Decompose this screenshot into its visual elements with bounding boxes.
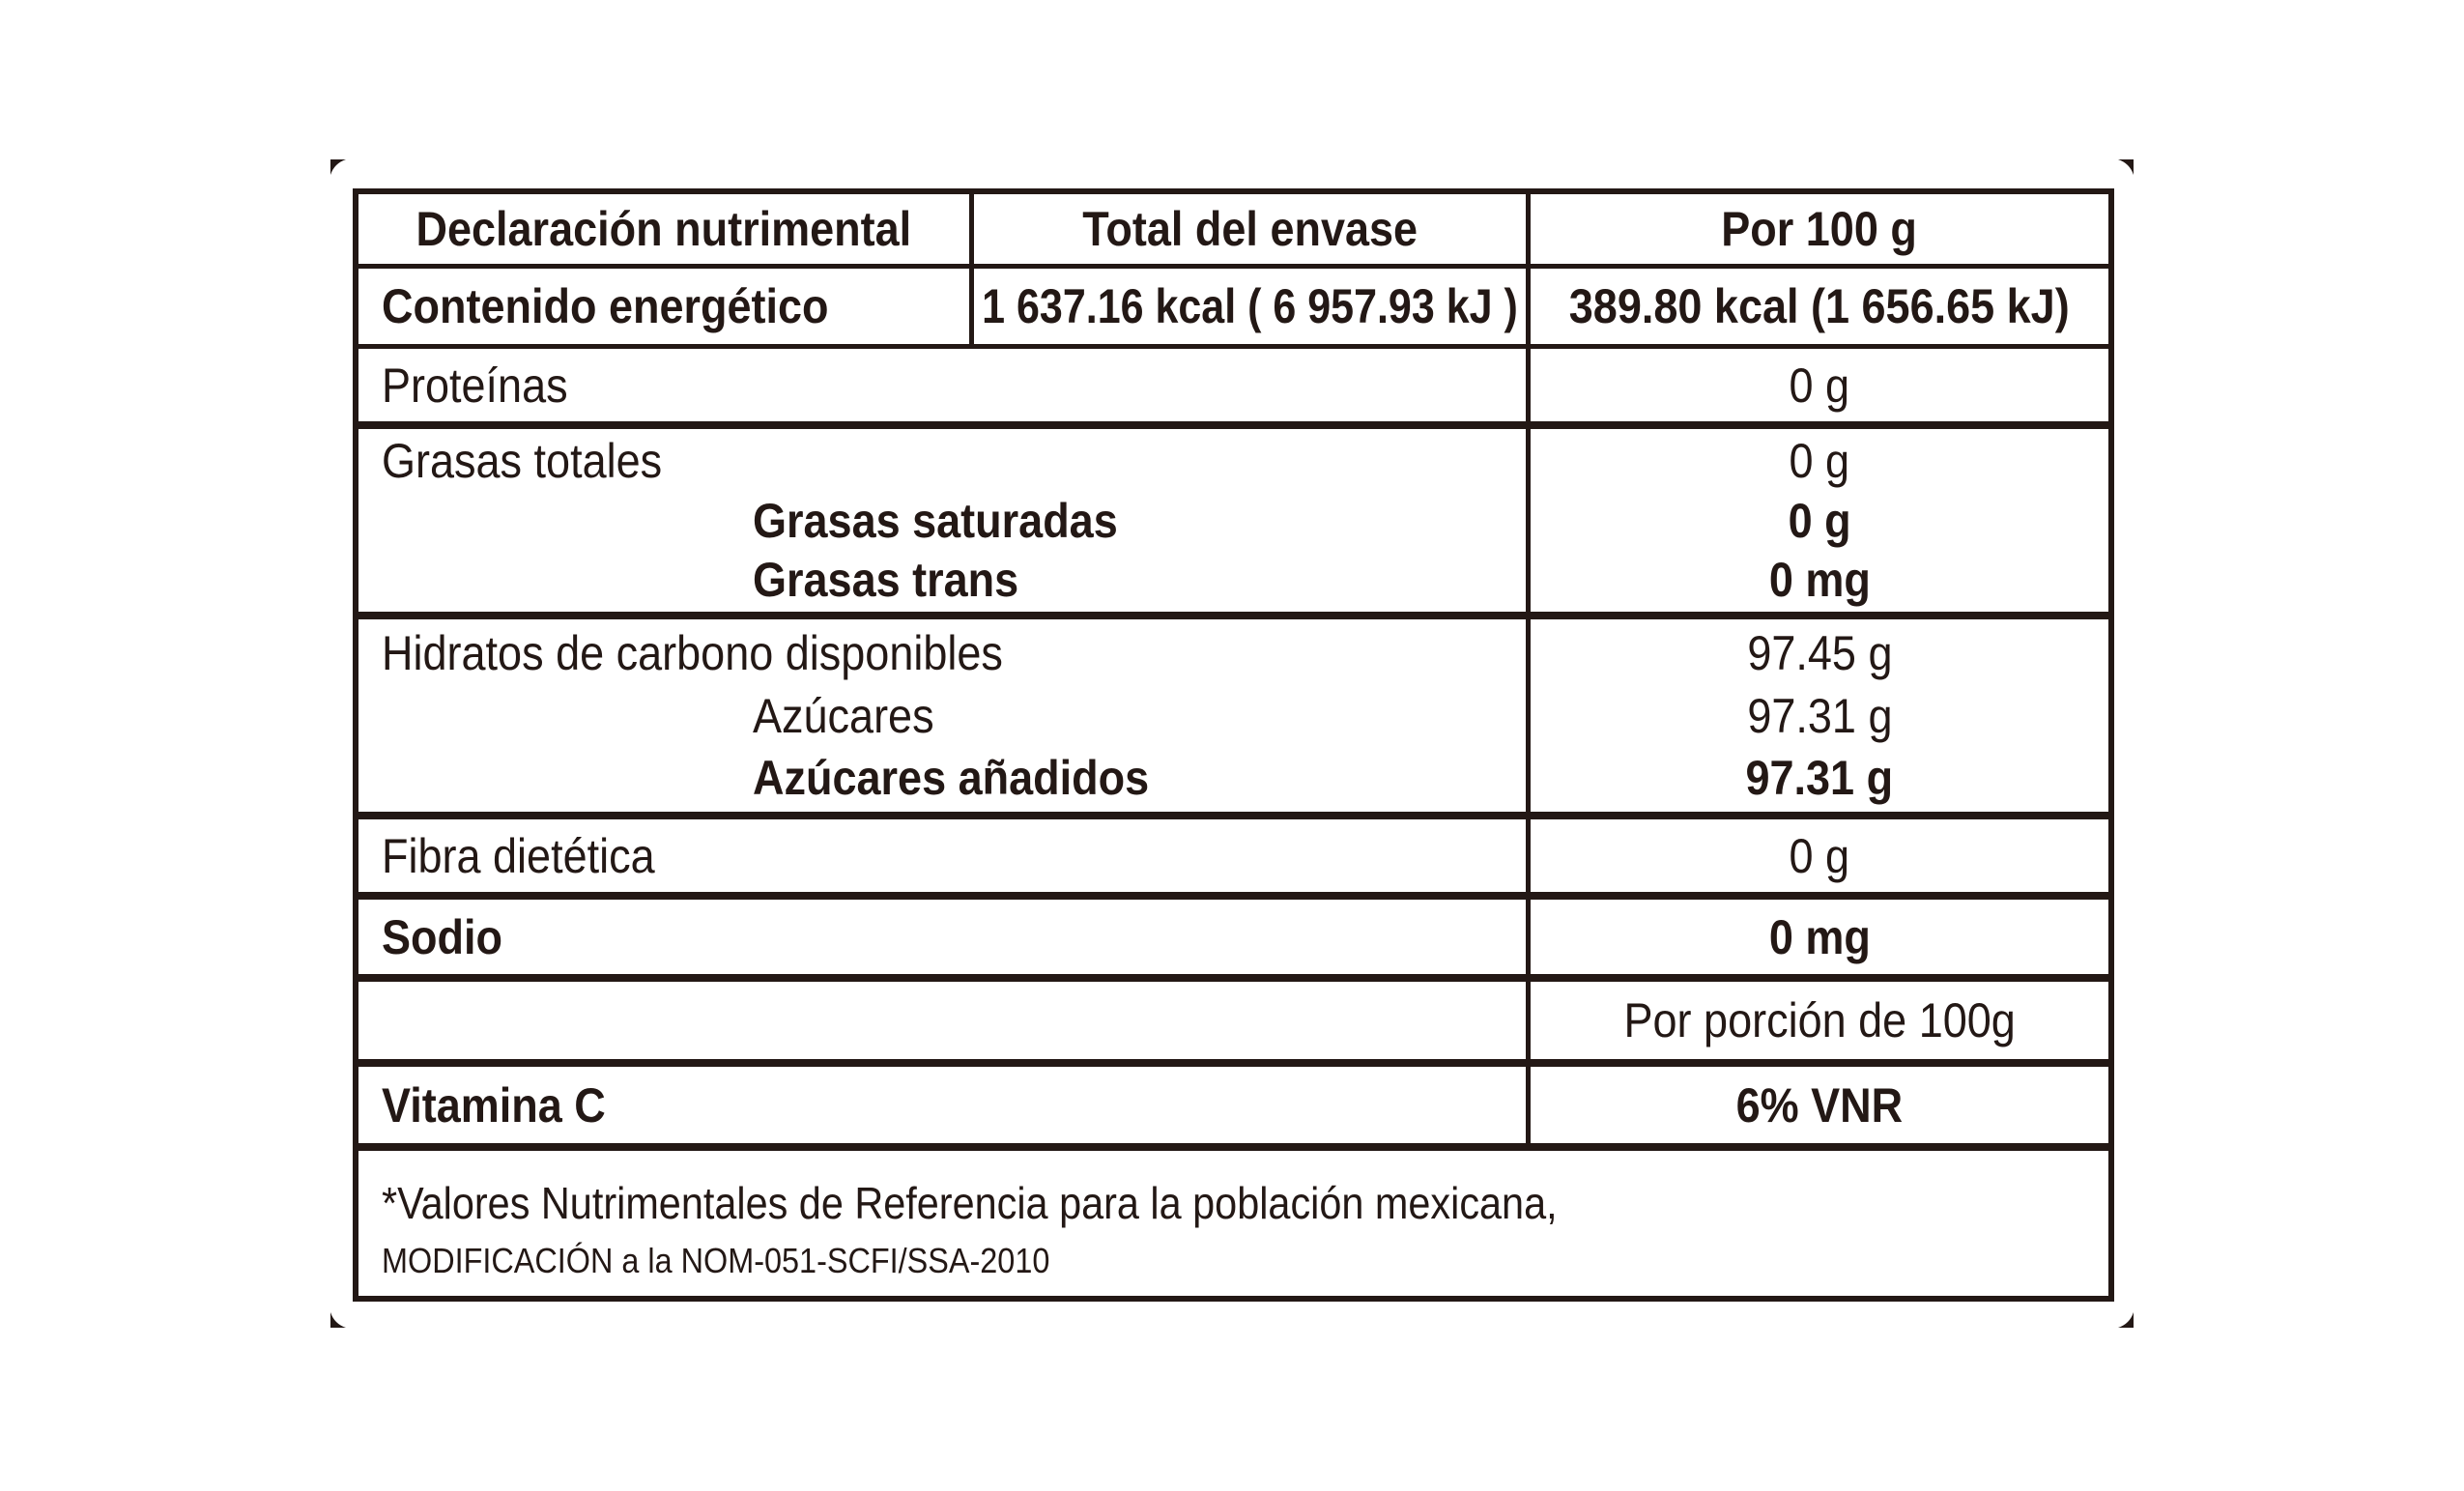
row-grasas	[358, 429, 2108, 619]
proteinas-value: 0 g	[1789, 358, 1850, 413]
proteinas-label-cell	[358, 349, 1531, 421]
footnote-line-1: *Valores Nutrimentales de Referencia para la población mexicana,	[382, 1178, 1558, 1228]
grasas-saturadas-label-line: Grasas saturadas	[753, 493, 1118, 548]
azucares-anadidos-label-line: Azúcares añadidos	[753, 750, 1150, 805]
grasas-saturadas-value: 0 g	[1788, 493, 1851, 548]
row-sodio	[358, 900, 2108, 982]
header-declaracion-nutrimental	[358, 194, 974, 264]
azucares-value: 97.31 g	[1746, 688, 1893, 743]
contenido-energetico-label: Contenido energético	[382, 279, 829, 333]
fibra-label-cell	[358, 819, 1531, 892]
contenido-energetico-per100-value: 389.80 kcal (1 656.65 kJ)	[1569, 279, 2070, 333]
sodio-value-cell	[1531, 900, 2108, 974]
sodio-value: 0 mg	[1768, 909, 1871, 964]
crop-mark-bottom-left	[330, 1312, 346, 1328]
row-vitamina-c	[358, 1067, 2108, 1151]
header-por-100g-text: Por 100 g	[1721, 202, 1918, 256]
header-total-text: Total del envase	[1082, 202, 1418, 256]
hidratos-label-line: Hidratos de carbono disponibles	[382, 626, 1003, 681]
vitamina-c-value-cell	[1531, 1067, 2108, 1143]
footnote-line-2: MODIFICACIÓN a la NOM-051-SCFI/SSA-2010	[382, 1241, 1050, 1280]
row-por-porcion	[358, 982, 2108, 1067]
contenido-energetico-total-cell	[974, 269, 1531, 344]
footnote-cell	[358, 1151, 2108, 1296]
grasas-labels-cell	[358, 429, 1531, 612]
header-por-100g	[1531, 194, 2108, 264]
crop-mark-top-right	[2118, 159, 2134, 175]
fibra-value: 0 g	[1789, 828, 1850, 883]
header-declaracion-text: Declaración nutrimental	[415, 202, 912, 256]
por-porcion-value-cell	[1531, 982, 2108, 1059]
proteinas-value-cell	[1531, 349, 2108, 421]
por-porcion-value: Por porción de 100g	[1623, 993, 2016, 1047]
header-total-del-envase	[974, 194, 1531, 264]
fibra-label: Fibra dietética	[382, 828, 655, 883]
hidratos-values-cell	[1531, 619, 2108, 812]
crop-mark-bottom-right	[2118, 1312, 2134, 1328]
nutrition-facts-table	[353, 188, 2114, 1302]
sodio-label-cell	[358, 900, 1531, 974]
azucares-anadidos-value: 97.31 g	[1745, 750, 1894, 805]
contenido-energetico-label-cell	[358, 269, 974, 344]
crop-mark-top-left	[330, 159, 346, 175]
row-contenido-energetico	[358, 269, 2108, 349]
por-porcion-empty-cell	[358, 982, 1531, 1059]
contenido-energetico-per100-cell	[1531, 269, 2108, 344]
sodio-label: Sodio	[382, 909, 502, 964]
grasas-trans-value: 0 mg	[1768, 553, 1871, 608]
grasas-totales-value: 0 g	[1789, 433, 1850, 488]
row-fibra	[358, 819, 2108, 900]
hidratos-value: 97.45 g	[1746, 626, 1893, 681]
vitamina-c-label: Vitamina C	[382, 1077, 606, 1133]
vitamina-c-value: 6% VNR	[1735, 1077, 1904, 1133]
grasas-values-cell	[1531, 429, 2108, 612]
proteinas-label: Proteínas	[382, 358, 568, 413]
azucares-label-line: Azúcares	[753, 688, 934, 743]
table-header-row	[358, 194, 2108, 269]
fibra-value-cell	[1531, 819, 2108, 892]
grasas-trans-label-line: Grasas trans	[753, 553, 1019, 608]
row-proteinas	[358, 349, 2108, 429]
grasas-totales-label-line: Grasas totales	[382, 433, 663, 488]
hidratos-labels-cell	[358, 619, 1531, 812]
vitamina-c-label-cell	[358, 1067, 1531, 1143]
contenido-energetico-total-value: 1 637.16 kcal ( 6 957.93 kJ )	[982, 279, 1518, 333]
row-hidratos	[358, 619, 2108, 819]
